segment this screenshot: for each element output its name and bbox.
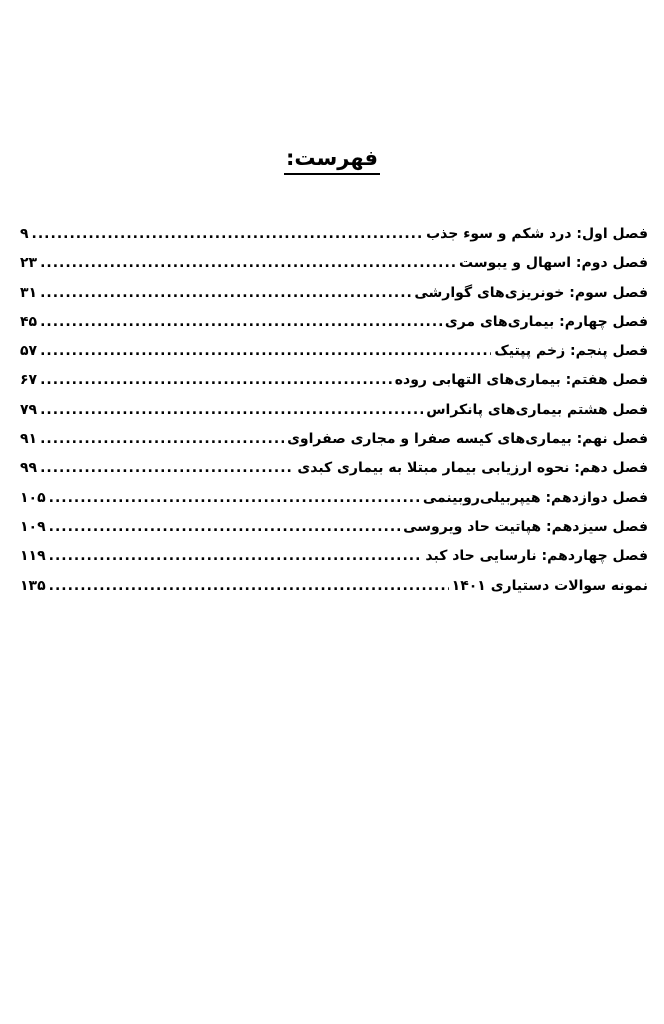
toc-entry-page: ۵۷ <box>20 343 38 360</box>
toc-leader-dots <box>49 490 420 506</box>
toc-leader-dots <box>40 285 411 301</box>
toc-entry-page: ۶۷ <box>20 372 38 389</box>
toc-entry[interactable] <box>20 578 648 607</box>
toc-entry[interactable] <box>20 402 648 431</box>
toc-entry[interactable] <box>20 372 648 401</box>
toc-entry[interactable] <box>20 226 648 255</box>
toc-entry-label: فصل دوازدهم: هیپربیلی‌روبینمی <box>422 489 648 506</box>
toc-leader-dots <box>49 578 449 594</box>
toc-leader-dots <box>32 226 424 242</box>
toc-entry-page: ۴۵ <box>20 313 38 330</box>
toc-leader-dots <box>40 431 284 447</box>
toc-entry-page: ۹۱ <box>20 431 38 448</box>
toc-entry-page: ۱۱۹ <box>20 548 46 565</box>
toc-entry-page: ۳۱ <box>20 284 38 301</box>
toc-entry[interactable] <box>20 548 648 577</box>
toc-entry-label: فصل پنجم: زخم پپتیک <box>494 343 648 360</box>
toc-entry[interactable] <box>20 460 648 489</box>
toc-entry[interactable] <box>20 285 648 314</box>
toc-entry-label: فصل سیزدهم: هپاتیت حاد ویروسی <box>403 518 648 535</box>
toc-entry[interactable] <box>20 255 648 284</box>
toc-entry-label: فصل چهارم: بیماری‌های مری <box>444 313 648 330</box>
toc-leader-dots <box>40 314 442 330</box>
toc-entry-label: فصل چهاردهم: نارسایی حاد کبد <box>425 548 648 565</box>
toc-heading <box>0 146 664 170</box>
toc-entry-label: فصل نهم: بیماری‌های کیسه صفرا و مجاری صفراوی <box>287 431 648 448</box>
toc-entry-page: ۱۰۹ <box>20 518 46 535</box>
toc-heading-text: فهرست: <box>284 146 380 175</box>
toc-entry[interactable] <box>20 431 648 460</box>
toc-entry[interactable] <box>20 490 648 519</box>
toc-entry-label: فصل دهم: نحوه ارزیابی بیمار مبتلا به بیماری کبدی <box>297 460 648 477</box>
toc-entry[interactable] <box>20 519 648 548</box>
toc-entry-page: ۹۹ <box>20 460 38 477</box>
toc-entry-label: فصل هفتم: بیماری‌های التهابی روده <box>394 372 648 389</box>
toc-entry[interactable] <box>20 314 648 343</box>
toc-entry[interactable] <box>20 343 648 372</box>
toc-leader-dots <box>49 519 400 535</box>
toc-entry-label: فصل اول: درد شکم و سوء جذب <box>426 226 648 242</box>
toc-leader-dots <box>40 402 423 418</box>
toc-entry-page: ۱۳۵ <box>20 577 46 594</box>
toc-entry-label: فصل هشتم بیماری‌های پانکراس <box>426 401 648 418</box>
toc-leader-dots <box>40 372 392 388</box>
toc-leader-dots <box>40 255 456 271</box>
toc-entry-page: ۱۰۵ <box>20 489 46 506</box>
toc-leader-dots <box>40 460 294 476</box>
toc-list <box>20 226 648 607</box>
toc-entry-page: ۷۹ <box>20 401 38 418</box>
toc-entry-label: نمونه سوالات دستیاری ۱۴۰۱ <box>451 577 648 594</box>
toc-leader-dots <box>40 343 491 359</box>
toc-entry-label: فصل سوم: خونریزی‌های گوارشی <box>414 284 648 301</box>
toc-leader-dots <box>49 548 423 564</box>
toc-entry-page: ۹ <box>20 226 29 242</box>
toc-entry-page: ۲۳ <box>20 255 38 272</box>
toc-entry-label: فصل دوم: اسهال و یبوست <box>459 255 648 272</box>
